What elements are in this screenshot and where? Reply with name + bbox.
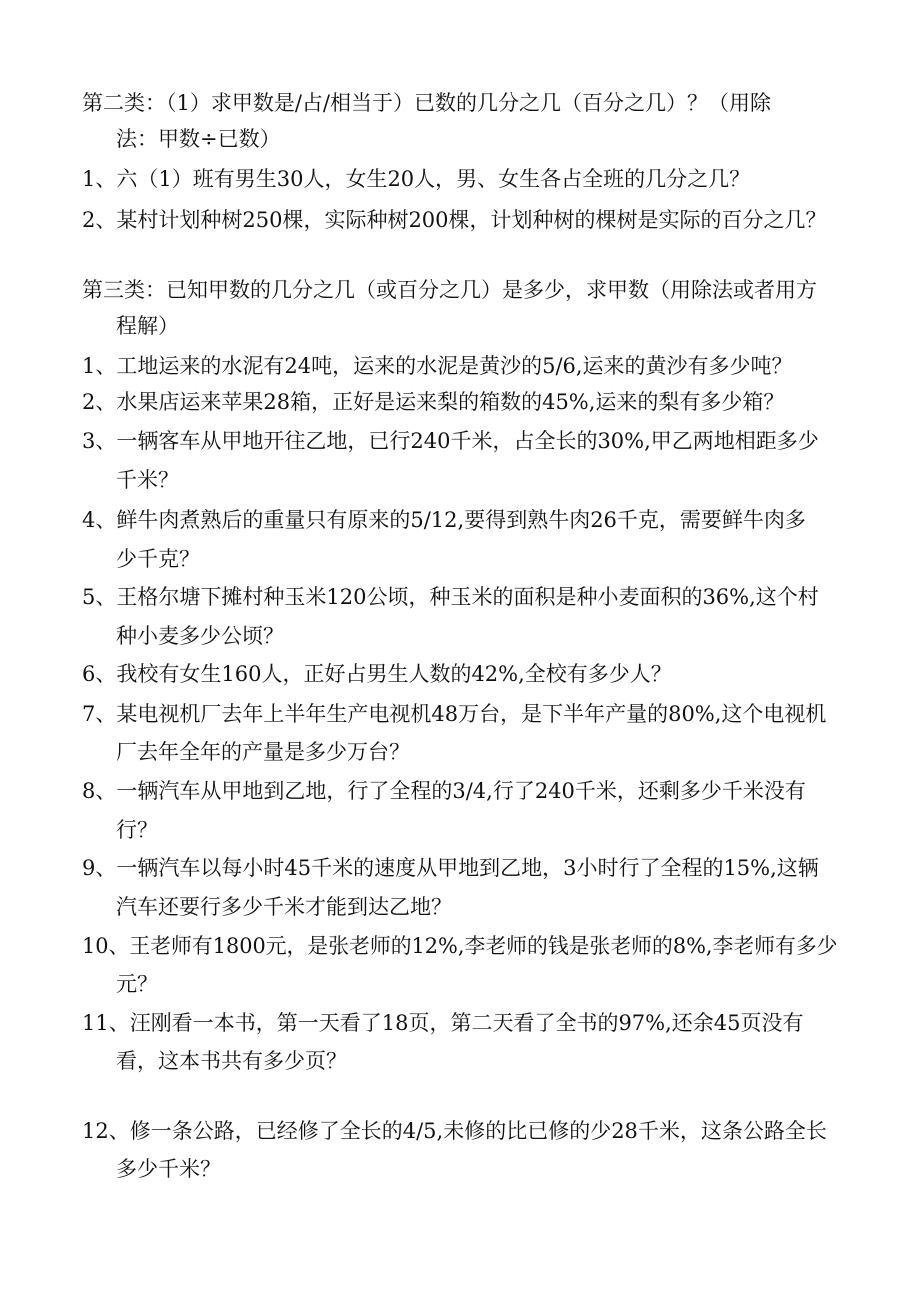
problem-item-continued: 厂去年全年的产量是多少万台？ [116, 740, 410, 764]
problem-item: 1、工地运来的水泥有24吨，运来的水泥是黄沙的5/6,运来的黄沙有多少吨？ [82, 354, 793, 378]
section-heading-continued: 程解） [116, 314, 179, 338]
problem-item-continued: 元？ [116, 972, 158, 996]
problem-item: 7、某电视机厂去年上半年生产电视机48万台，是下半年产量的80%,这个电视机 [82, 702, 827, 726]
problem-item: 10、王老师有1800元，是张老师的12%,李老师的钱是张老师的8%,李老师有多少 [82, 934, 838, 958]
problem-item: 8、一辆汽车从甲地到乙地，行了全程的3/4,行了240千米，还剩多少千米没有 [82, 779, 806, 803]
problem-item: 12、修一条公路，已经修了全长的4/5,未修的比已修的少28千米，这条公路全长 [82, 1119, 827, 1143]
problem-item: 3、一辆客车从甲地开往乙地，已行240千米，占全长的30%,甲乙两地相距多少 [82, 429, 819, 453]
section-heading: 第二类：（1）求甲数是/占/相当于）已数的几分之几（百分之几）？（用除 [82, 91, 772, 115]
problem-item: 4、鲜牛肉煮熟后的重量只有原来的5/12,要得到熟牛肉26千克，需要鲜牛肉多 [82, 508, 806, 532]
problem-item-continued: 多少千米？ [116, 1157, 221, 1181]
problem-item: 5、王格尔塘下摊村种玉米120公顷，种玉米的面积是种小麦面积的36%,这个村 [82, 585, 819, 609]
problem-item-continued: 看，这本书共有多少页？ [116, 1049, 347, 1073]
problem-item-continued: 少千克？ [116, 547, 200, 571]
problem-item-continued: 种小麦多少公顷？ [116, 624, 284, 648]
problem-item-continued: 行？ [116, 818, 158, 842]
problem-item-continued: 汽车还要行多少千米才能到达乙地？ [116, 895, 452, 919]
section-heading: 第三类：已知甲数的几分之几（或百分之几）是多少，求甲数（用除法或者用方 [82, 278, 817, 302]
problem-item: 1、六（1）班有男生30人，女生20人，男、女生各占全班的几分之几？ [82, 167, 751, 191]
problem-item: 2、某村计划种树250棵，实际种树200棵，计划种树的棵树是实际的百分之几？ [82, 208, 827, 232]
section-heading-continued: 法：甲数÷已数） [116, 127, 281, 151]
problem-item: 11、汪刚看一本书，第一天看了18页，第二天看了全书的97%,还余45页没有 [82, 1011, 804, 1035]
problem-item-continued: 千米？ [116, 468, 179, 492]
problem-item: 9、一辆汽车以每小时45千米的速度从甲地到乙地，3小时行了全程的15%,这辆 [82, 856, 819, 880]
problem-item: 6、我校有女生160人，正好占男生人数的42%,全校有多少人？ [82, 662, 672, 686]
problem-item: 2、水果店运来苹果28箱，正好是运来梨的箱数的45%,运来的梨有多少箱？ [82, 390, 785, 414]
